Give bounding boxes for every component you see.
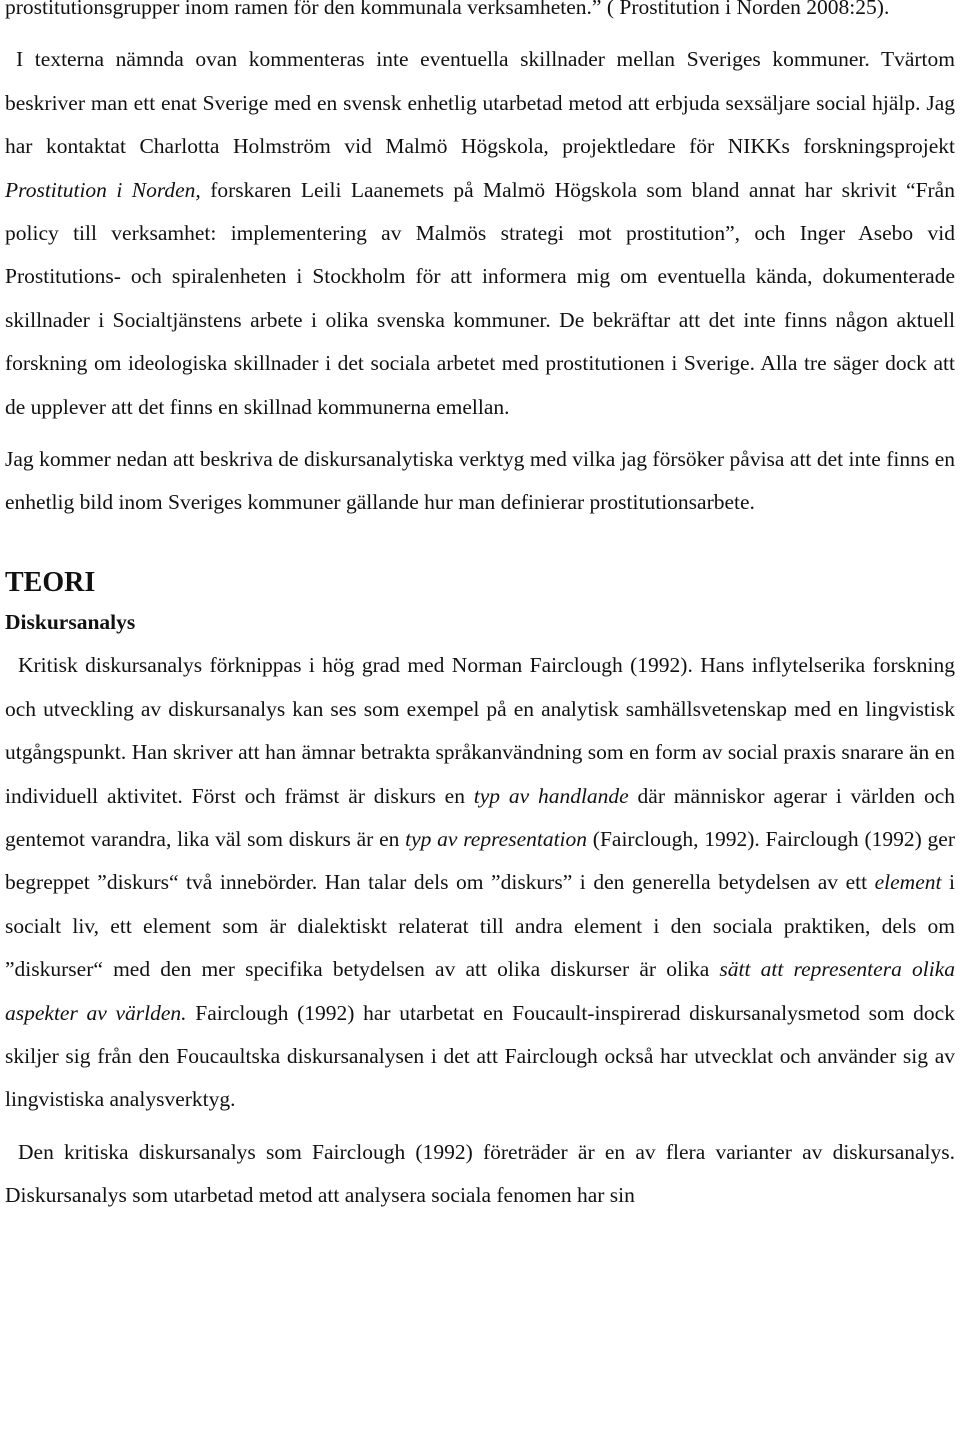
paragraph-text: i socialt liv, ett element som är dialektiskt relaterat till andra element i den sociala praktiken, dels om ”diskurser“ med den mer specifika betydelsen av att olika diskurser är olika [5, 870, 955, 982]
paragraph-citation-end [5, 0, 955, 29]
project-title-italic: Prostitution i Norden, [5, 177, 201, 202]
paragraph-text: Fairclough (1992) har utarbetat en Foucault-inspirerad diskursanalysmetod som dock skiljer sig från den Foucaultska diskursanalysen i det att Fairclough också har utvecklat och använder sig av lingvistiska analysverktyg. [5, 1000, 955, 1112]
paragraph-text: där människor agerar i världen och gentemot varandra, lika väl som diskurs är en [5, 783, 956, 851]
paragraph-method-intro [5, 438, 955, 525]
paragraph-text: prostitutionsgrupper inom ramen för den kommunala verksamheten.” ( Prostitution i Norden 2008:25). [5, 0, 890, 19]
italic-term: typ av representation [405, 826, 588, 851]
italic-term: sätt att representera olika aspekter av världen. [5, 957, 955, 1025]
paragraph-text: Den kritiska diskursanalys som Fairclough (1992) företräder är en av flera varianter av diskursanalys. Diskursanalys som utarbetad metod att analysera sociala fenomen har sin [5, 1139, 955, 1208]
paragraph-fairclough [5, 644, 955, 1121]
paragraph-text: I texterna nämnda ovan kommenteras inte eventuella skillnader mellan Sveriges kommuner. Tvärtom beskriver man ett enat Sverige med en svensk enhetlig utarbetad metod att erbjuda sexsäljare social hjälp. Jag har kontaktat Charlotta Holmström vid Malmö Högskola, projektledare för NIKKs forskningsprojekt [5, 47, 955, 159]
paragraph-text: (Fairclough, 1992). Fairclough (1992) ger begreppet ”diskurs“ två innebörder. Han talar dels om ”diskurs” i den generella betydelsen av ett [5, 826, 955, 895]
paragraph-municipal-differences [5, 38, 955, 429]
paragraph-text: Jag kommer nedan att beskriva de diskursanalytiska verktyg med vilka jag försöker påvisa att det inte finns en enhetlig bild inom Sveriges kommuner gällande hur man definierar prostitutionsarbete. [5, 447, 955, 515]
italic-term: typ av handlande [473, 783, 629, 808]
paragraph-text: Kritisk diskursanalys förknippas i hög grad med Norman Fairclough (1992). Hans inflytelserika forskning och utveckling av diskursanalys kan ses som exempel på en analytisk samhällsvetenskap med en lingvistisk utgångspunkt. Han skriver att han ämnar betrakta språkanvändning som en form av social praxis snarare än en individuell aktivitet. Först och främst är diskurs en [5, 653, 955, 808]
subsection-heading: Diskursanalys [5, 609, 136, 634]
italic-term: element [874, 870, 942, 895]
paragraph-text: forskaren Leili Laanemets på Malmö Högskola som bland annat har skrivit “Från policy till verksamhet: implementering av Malmös strategi mot prostitution”, och Inger Asebo vid Prostitutions- och spiralenheten i Stockholm för att informera mig om eventuella kända, dokumenterade skillnader i Socialtjänstens arbete i olika svenska kommuner. De bekräftar att det inte finns någon aktuell forskning om ideologiska skillnader i det sociala arbetet med prostitutionen i Sverige. Alla tre säger dock att de upplever att det finns en skillnad kommunerna emellan. [5, 177, 955, 419]
document-page [5, 0, 955, 1218]
section-heading: TEORI [5, 566, 96, 598]
paragraph-critical-discourse [5, 1131, 955, 1218]
